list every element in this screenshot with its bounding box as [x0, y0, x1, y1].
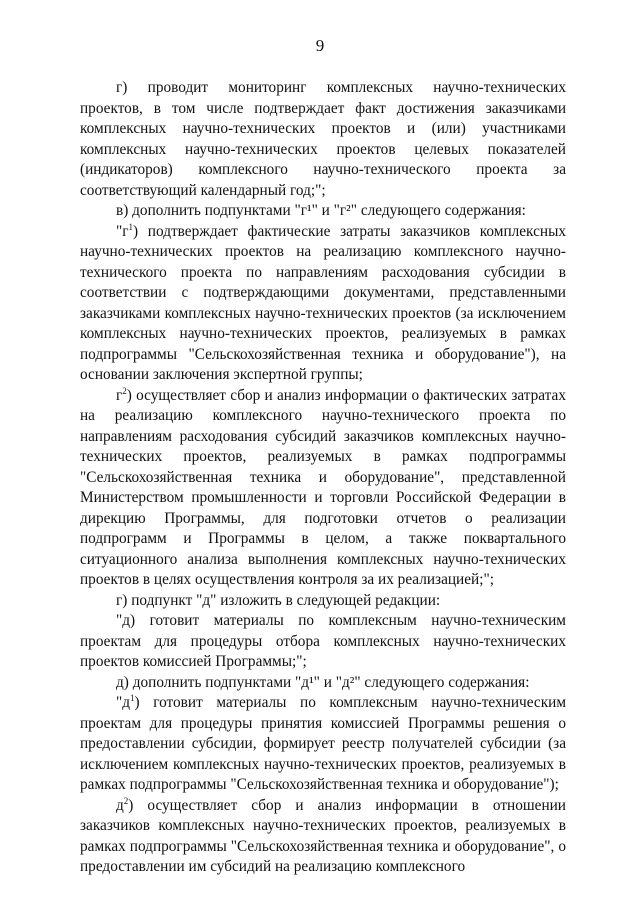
- page-number: 9: [315, 36, 325, 55]
- document-body: [80, 78, 566, 878]
- paragraph-g-amendment: г) подпункт "д" изложить в следующей редакции:: [116, 591, 441, 609]
- paragraph-d2: $д^2$) осуществляет сбор и анализ информации в отношении заказчиков комплексных научно-технических проектов, реализуемых в рамках подпрограммы "Сельскохозяйственная техника и оборудование", о предоставлении им субсидий на реализацию комплексного: [80, 795, 566, 875]
- paragraph-g1: "$г^1$) подтверждает фактические затраты заказчиков комплексных научно-технических проектов на реализацию комплексного научно-технического проекта по направлениям расходования субсидии в соответствии с подтверждающими документами, представленными заказчиками комплексных научно-технических проектов (за исключением комплексных научно-технических проектов, реализуемых в рамках подпрограммы "Сельскохозяйственная техника и оборудование"), на основании заключения экспертной группы;: [80, 221, 566, 383]
- paragraph-d: "д) готовит материалы по комплексным научно-техническим проектам для процедуры отбора комплексных научно-технических проектов комиссией Программы;";: [80, 612, 566, 670]
- paragraph-d1: "$д^1$) готовит материалы по комплексным научно-техническим проектам для процедуры принятия комиссией Программы решения о предоставлении субсидии, формирует реестр получателей субсидии (за исключением комплексных научно-технических проектов, реализуемых в рамках подпрограммы "Сельскохозяйственная техника и оборудование");: [80, 693, 566, 793]
- paragraph-v-amendment: в) дополнить подпунктами "г¹" и "г²" следующего содержания:: [116, 202, 526, 219]
- paragraph-g-monitoring: г) проводит мониторинг комплексных научно-технических проектов, в том числе подтверждает факт достижения заказчиками комплексных научно-технических проектов и (или) участниками комплексных научно-технических проектов целевых показателей (индикаторов) комплексного научно-технического проекта за соответствующий календарный год;";: [80, 79, 566, 199]
- paragraph-d-amendment: д) дополнить подпунктами "д¹" и "д²" следующего содержания:: [116, 673, 530, 691]
- paragraph-g2: $г^2$) осуществляет сбор и анализ информации о фактических затратах на реализацию комплексного научно-технического проекта по направлениям расходования субсидий заказчиков комплексных научно-технических проектов, реализуемых в рамках подпрограммы "Сельскохозяйственная техника и оборудование", представленной Министерством промышленности и торговли Российской Федерации в дирекцию Программы, для подготовки отчетов о реализации подпрограмм и Программы в целом, а также поквартального ситуационного анализа выполнения комплексных научно-технических проектов в целях осуществления контроля за их реализацией;";: [80, 385, 566, 588]
